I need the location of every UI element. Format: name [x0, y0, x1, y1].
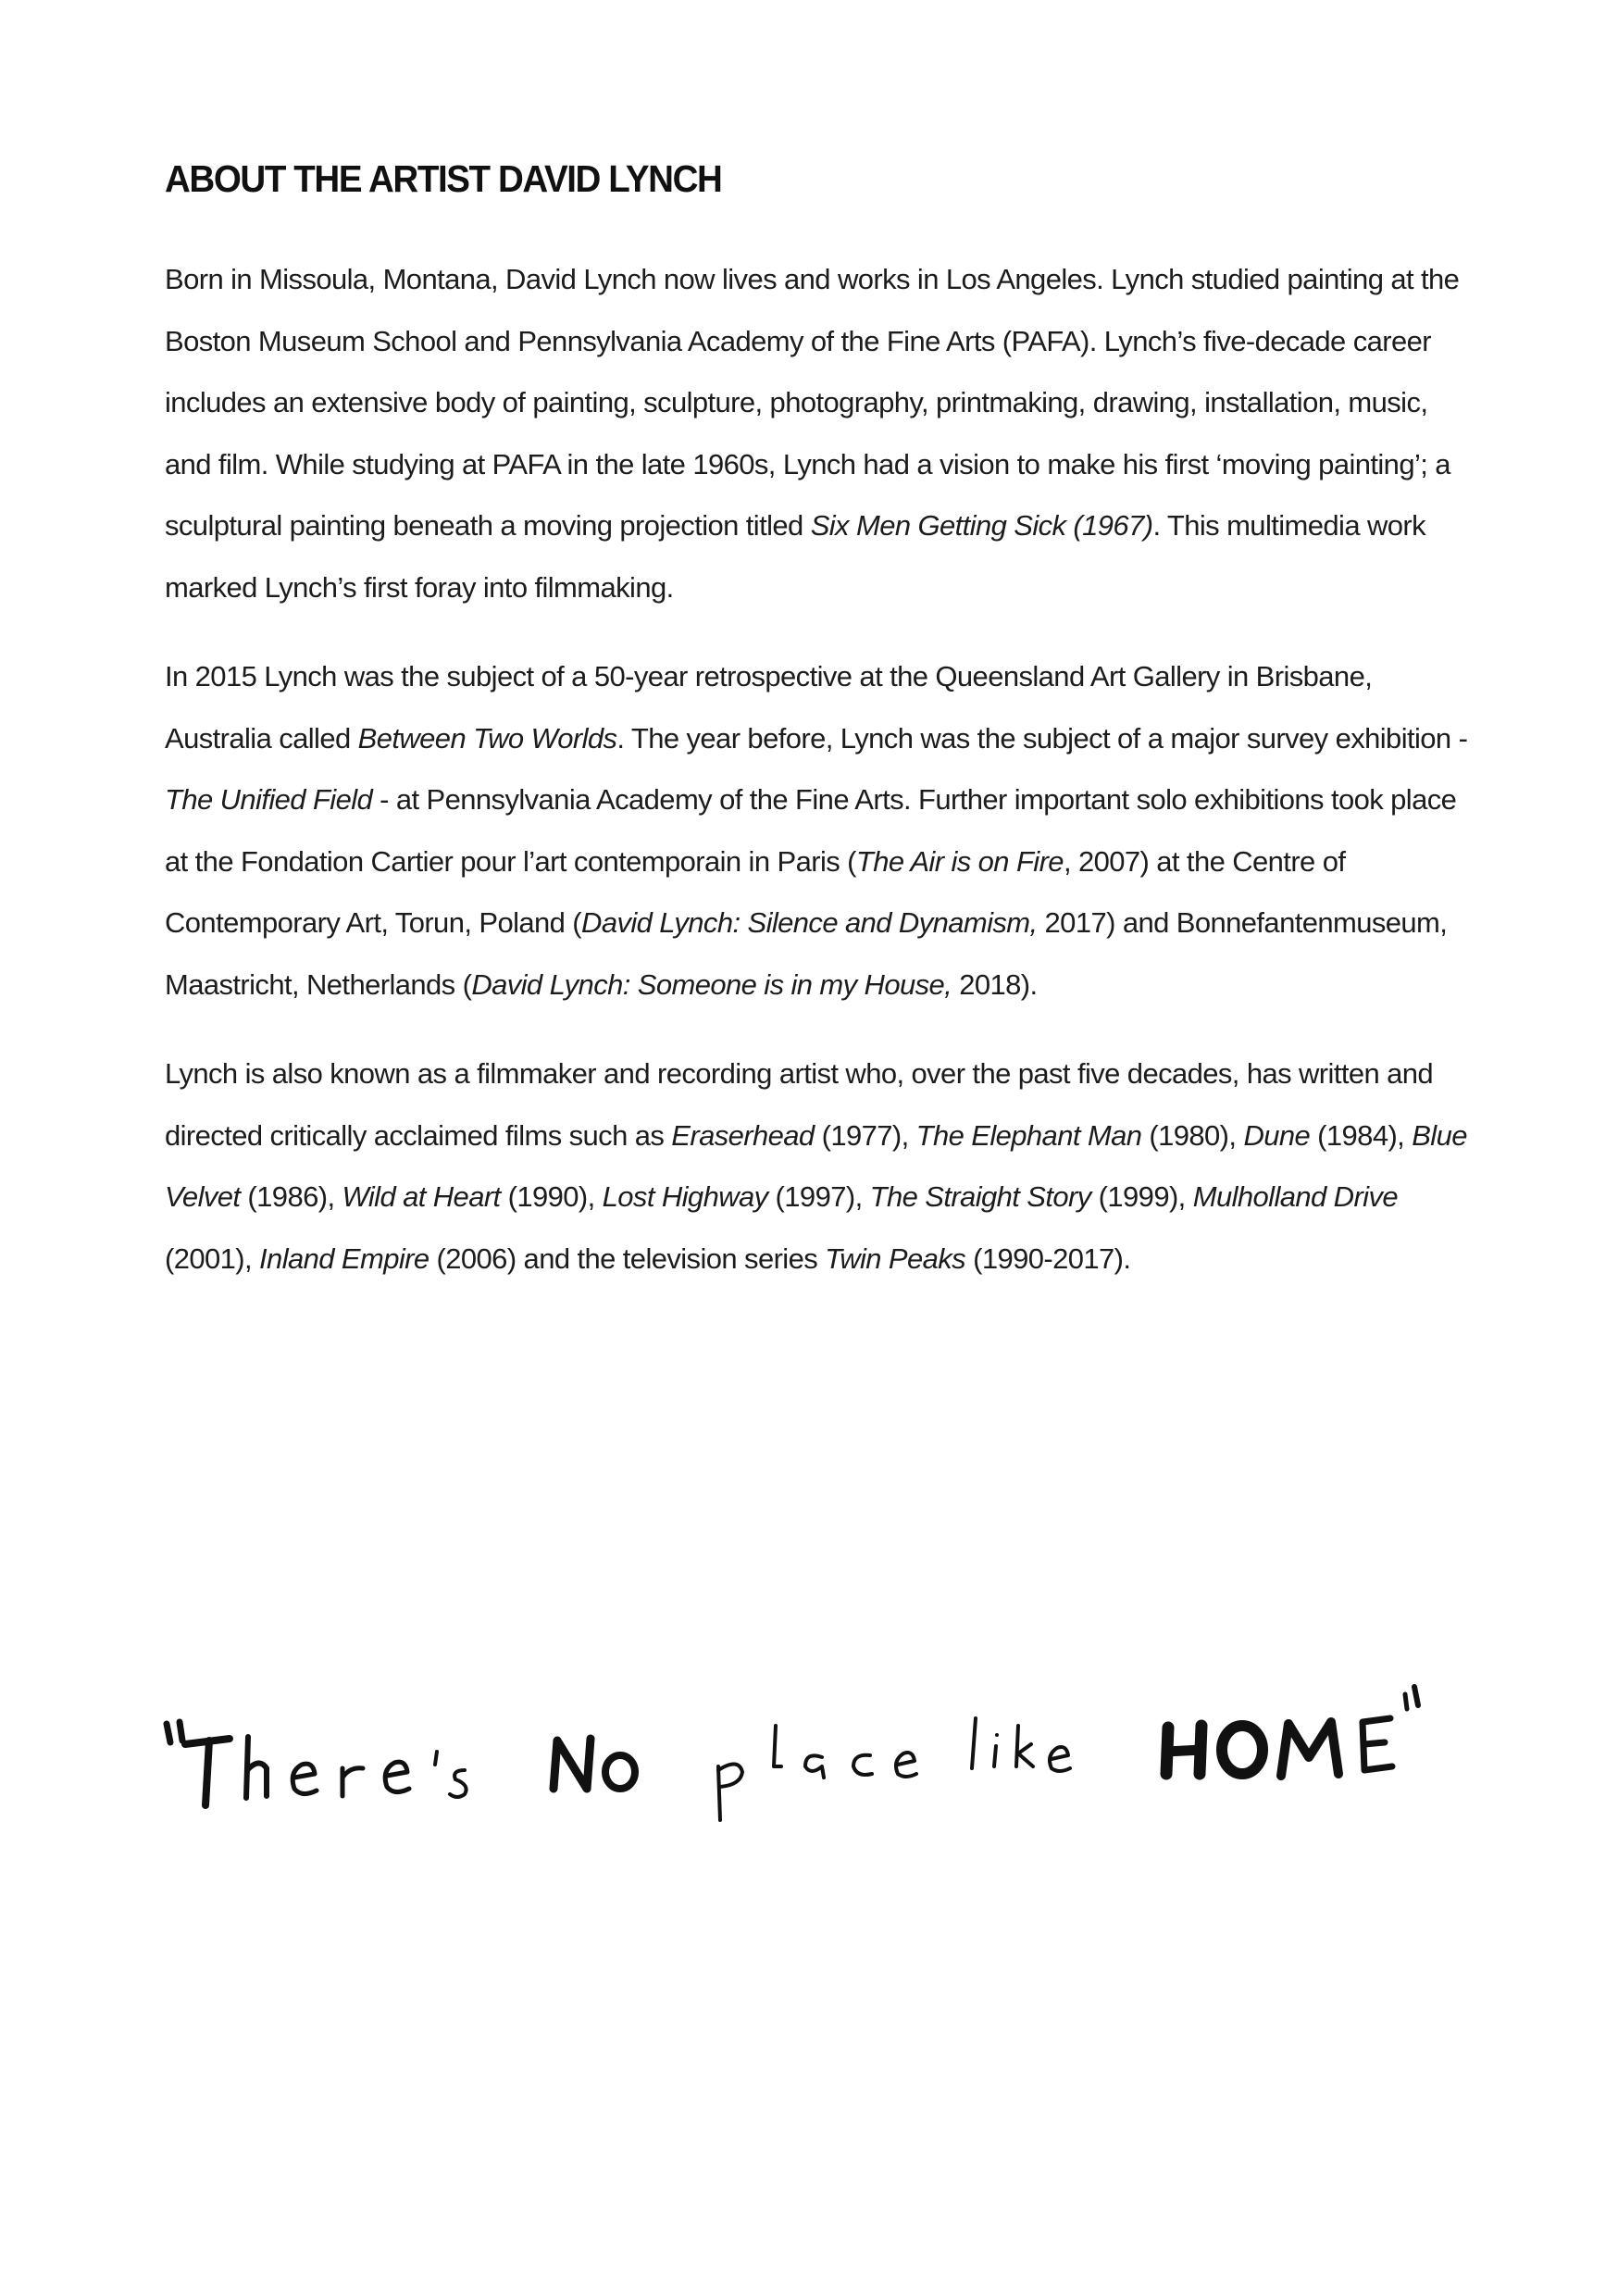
- film-title: The Elephant Man: [915, 1118, 1142, 1152]
- film-title: Dune: [1243, 1118, 1311, 1152]
- exhibition-title: David Lynch: Silence and Dynamism,: [581, 906, 1038, 939]
- film-title: Mulholland Drive: [1192, 1180, 1398, 1213]
- exhibition-title: Between Two Worlds: [357, 721, 617, 755]
- film-title: The Straight Story: [869, 1180, 1091, 1213]
- exhibition-title: David Lynch: Someone is in my House,: [471, 967, 952, 1001]
- film-title: Eraserhead: [671, 1118, 815, 1152]
- handwritten-quote: [157, 1648, 1472, 1833]
- film-title: Twin Peaks: [825, 1242, 966, 1275]
- biography-paragraph-2: In 2015 Lynch was the subject of a 50-year retrospective at the Queensland Art Gallery in Brisbane, Australia called Between Two Worlds. The year before, Lynch was the subject of a major survey exhibition - The Unified Field - at Pennsylvania Academy of the Fine Arts. Further important solo exhibitions took place at the Fondation Cartier pour l’art contemporain in Paris (The Air is on Fire, 2007) at the Centre of Contemporary Art, Torun, Poland (David Lynch: Silence and Dynamism, 2017) and Bonnefantenmuseum, Maastricht, Netherlands (David Lynch: Someone is in my House, 2018).: [165, 660, 1468, 1001]
- film-title: Lost Highway: [602, 1180, 768, 1213]
- biography-paragraph-3: Lynch is also known as a filmmaker and recording artist who, over the past five decades, has written and directed critically acclaimed films such as Eraserhead (1977), The Elephant Man (1980), Dune (1984), Blue Velvet (1986), Wild at Heart (1990), Lost Highway (1997), The Straight Story (1999), Mulholland Drive (2001), Inland Empire (2006) and the television series Twin Peaks (1990-2017).: [165, 1057, 1467, 1275]
- film-title: Blue Velvet: [165, 1118, 1467, 1213]
- biography-paragraph-1: Born in Missoula, Montana, David Lynch now lives and works in Los Angeles. Lynch studied painting at the Boston Museum School and Pennsylvania Academy of the Fine Arts (PAFA). Lynch’s five-decade career includes an extensive body of painting, sculpture, photography, printmaking, drawing, installation, music, and film. While studying at PAFA in the late 1960s, Lynch had a vision to make his first ‘moving painting’; a sculptural painting beneath a moving projection titled Six Men Getting Sick (1967). This multimedia work marked Lynch’s first foray into filmmaking.: [165, 263, 1460, 604]
- exhibition-title: The Unified Field: [165, 783, 373, 816]
- page-title: ABOUT THE ARTIST DAVID LYNCH: [165, 157, 722, 200]
- film-title: Inland Empire: [259, 1242, 429, 1275]
- document-page: [165, 157, 1470, 1317]
- film-title: Wild at Heart: [342, 1180, 501, 1213]
- exhibition-title: The Air is on Fire: [855, 844, 1064, 878]
- artwork-title: Six Men Getting Sick (1967): [810, 509, 1153, 542]
